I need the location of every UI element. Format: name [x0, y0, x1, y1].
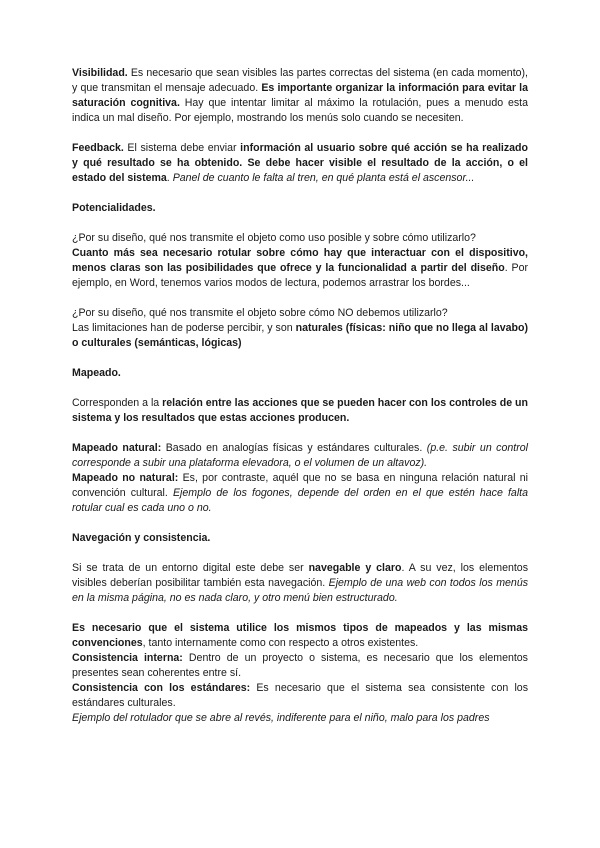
mapeado-bold-1: relación entre las acciones que se pueden hacer con los controles de un sistema y los resultados que estas acciones producen.	[72, 397, 529, 424]
consistencia-estandares-label: Consistencia con los estándares:	[72, 682, 251, 694]
mapeado-natural-paragraph	[72, 441, 528, 471]
potencialidades-bold-2: naturales (físicas: niño que no llega al lavabo) o culturales (semánticas, lógicas)	[72, 322, 528, 349]
navegacion-italic-2: Ejemplo del rotulador que se abre al revés, indiferente para el niño, malo para los padres	[72, 712, 490, 724]
mapeado-no-natural-label: Mapeado no natural:	[72, 472, 179, 484]
visibilidad-paragraph	[72, 66, 528, 126]
consistencia-interna-text: Dentro de un proyecto o sistema, es necesario que los elementos presentes sean coherentes entre sí.	[72, 652, 528, 679]
mapeado-natural-label: Mapeado natural:	[72, 442, 162, 454]
mapeado-intro	[72, 396, 528, 426]
mapeado-no-natural-paragraph	[72, 471, 528, 516]
navegacion-text-2: . A su vez, los elementos visibles deberían posibilitar también esta navegación.	[72, 562, 528, 589]
navegacion-bold-1: navegable y claro	[308, 562, 402, 574]
potencialidades-question-2: ¿Por su diseño, qué nos transmite el objeto sobre cómo NO debemos utilizarlo?	[72, 307, 448, 319]
visibilidad-text-2: Hay que intentar limitar al máximo la rotulación, pues a menudo esta indica un mal diseño. Por ejemplo, mostrando los menús solo cuando se necesiten.	[72, 97, 528, 124]
potencialidades-question-1: ¿Por su diseño, qué nos transmite el objeto como uso posible y sobre cómo utilizarlo?	[72, 232, 476, 244]
navegacion-text-3: , tanto internamente como con respecto a otros existentes.	[142, 637, 419, 649]
potencialidades-heading: Potencialidades.	[72, 202, 156, 214]
navegacion-example	[72, 711, 528, 726]
mapeado-no-natural-text: Es, por contraste, aquél que no se basa en ninguna relación natural ni convención cultural.	[72, 472, 528, 499]
navegacion-italic-1: Ejemplo de una web con todos los menús en la misma página, no es nada claro, y otro menú bien estructurado.	[72, 577, 529, 604]
consistencia-interna-label: Consistencia interna:	[72, 652, 183, 664]
feedback-bold-1: información al usuario sobre qué acción se ha realizado y qué resultado se ha obtenido. Se debe hacer visible el resultado de la acción, o el estado del sistema	[72, 142, 528, 184]
navegacion-text-1: Si se trata de un entorno digital este debe ser	[72, 562, 309, 574]
feedback-italic-1: Panel de cuanto le falta al tren, en qué planta está el ascensor...	[172, 172, 475, 184]
potencialidades-text-1: . Por ejemplo, en Word, tenemos varios modos de lectura, podemos arrastrar los bordes...	[72, 262, 528, 289]
feedback-label: Feedback.	[72, 142, 124, 154]
navegacion-bold-2: Es necesario que el sistema utilice los mismos tipos de mapeados y las mismas convenciones	[72, 622, 528, 649]
mapeado-natural-italic: (p.e. subir un control corresponde a subir una plataforma elevadora, o el volumen de un altavoz).	[72, 442, 528, 469]
potencialidades-text-2: Las limitaciones han de poderse percibir, y son	[72, 322, 296, 334]
visibilidad-label: Visibilidad.	[72, 67, 128, 79]
consistencia-estandares-paragraph	[72, 681, 528, 711]
visibilidad-bold-1: Es importante organizar la información para evitar la saturación cognitiva.	[72, 82, 528, 109]
potencialidades-paragraph-1	[72, 246, 528, 291]
mapeado-no-natural-italic: Ejemplo de los fogones, depende del orden en el que estén hace falta rotular cual es cada uno o no.	[72, 487, 529, 514]
consistencia-interna-paragraph	[72, 651, 528, 681]
navegacion-heading: Navegación y consistencia.	[72, 532, 211, 544]
mapeado-heading: Mapeado.	[72, 367, 121, 379]
feedback-paragraph	[72, 141, 528, 186]
feedback-text-2: .	[166, 172, 173, 184]
navegacion-paragraph-2	[72, 621, 528, 651]
consistencia-estandares-text: Es necesario que el sistema sea consistente con los estándares culturales.	[72, 682, 528, 709]
visibilidad-text-1: Es necesario que sean visibles las partes correctas del sistema (en cada momento), y que transmitan el mensaje adecuado.	[72, 67, 528, 94]
navegacion-paragraph-1	[72, 561, 528, 606]
potencialidades-bold-1: Cuanto más sea necesario rotular sobre cómo hay que interactuar con el dispositivo, menos claras son las posibilidades que ofrece y la funcionalidad a partir del diseño	[72, 247, 528, 274]
potencialidades-paragraph-2	[72, 321, 528, 351]
mapeado-natural-text: Basado en analogías físicas y estándares culturales.	[161, 442, 427, 454]
feedback-text-1: El sistema debe enviar	[123, 142, 241, 154]
mapeado-text-1: Corresponden a la	[72, 397, 163, 409]
